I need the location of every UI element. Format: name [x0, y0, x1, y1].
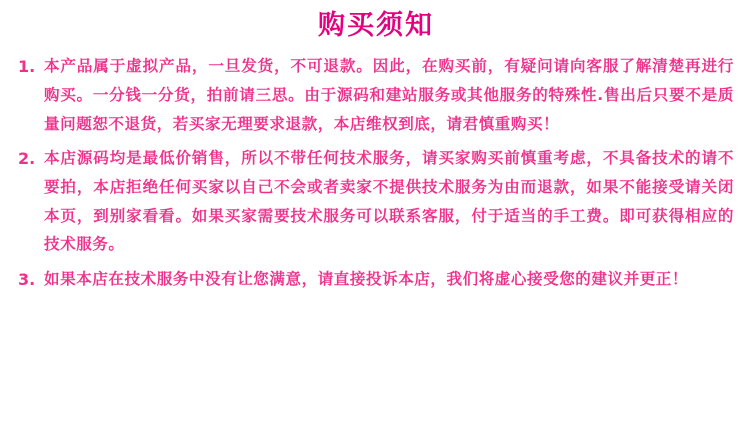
notice-list: [18, 52, 734, 294]
list-item: [18, 265, 734, 295]
list-item-number: 2.: [18, 149, 36, 169]
list-item-text: 本产品属于虚拟产品，一旦发货，不可退款。因此，在购买前，有疑问请向客服了解清楚再进行购买。一分钱一分货，拍前请三思。由于源码和建站服务或其他服务的特殊性.售出后只要不是质量问题恕不退货，若买家无理要求退款，本店维权到底，请君慎重购买！: [44, 57, 734, 133]
list-item-number: 3.: [18, 270, 36, 290]
list-item-text: 本店源码均是最低价销售，所以不带任何技术服务，请买家购买前慎重考虑，不具备技术的请不要拍，本店拒绝任何买家以自己不会或者卖家不提供技术服务为由而退款，如果不能接受请关闭本页，到别家看看。如果买家需要技术服务可以联系客服，付于适当的手工费。即可获得相应的技术服务。: [44, 149, 734, 254]
list-item-text: 如果本店在技术服务中没有让您满意，请直接投诉本店，我们将虚心接受您的建议并更正！: [44, 270, 689, 289]
list-item: [18, 144, 734, 259]
list-item-number: 1.: [18, 57, 36, 77]
page-title: 购买须知: [318, 10, 434, 41]
list-item: [18, 52, 734, 138]
